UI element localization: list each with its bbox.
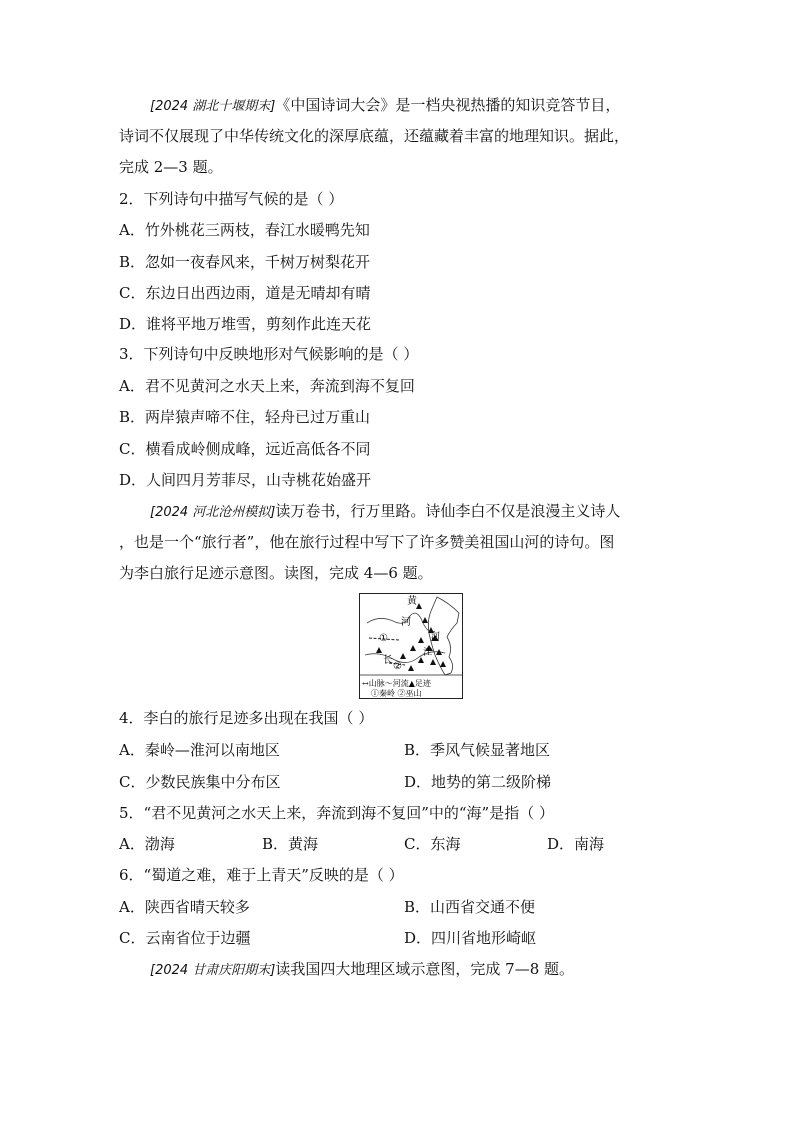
- q4-option-a: A．秦岭—淮河以南地区: [119, 741, 280, 759]
- map-label-he-2: 河: [431, 632, 441, 642]
- q5-option-c: C．东海: [404, 835, 461, 853]
- q6-option-a: A．陕西省晴天较多: [119, 898, 250, 916]
- q6-stem: 6．“蜀道之难，难于上青天”反映的是（ ）: [119, 866, 404, 884]
- q3-option-d: D．人间四月芳菲尽，山寺桃花始盛开: [119, 471, 372, 489]
- q4-option-c: C．少数民族集中分布区: [119, 773, 281, 791]
- group2-source: [2024 河北沧州模拟]: [150, 505, 276, 520]
- map-label-jiang: 江: [423, 648, 433, 658]
- q3-option-c: C．横看成岭侧成峰，远近高低各不同: [119, 440, 371, 458]
- group1-source: [2024 湖北十堰期末]: [150, 99, 276, 114]
- q5-option-b: B．黄海: [262, 835, 319, 853]
- q6-option-c: C．云南省位于边疆: [119, 929, 251, 947]
- map-marker-2: ②: [393, 661, 402, 672]
- map-legend-line1: ↔山脉～河流▲足迹: [362, 679, 431, 688]
- q3-stem: 3．下列诗句中反映地形对气候影响的是（ ）: [119, 345, 419, 363]
- q2-option-a: A．竹外桃花三两枝，春江水暖鸭先知: [119, 221, 370, 239]
- q4-stem: 4．李白的旅行足迹多出现在我国（ ）: [119, 709, 374, 727]
- group2-intro-line2: ，也是一个“旅行者”，他在旅行过程中写下了许多赞美祖国山河的诗句。图: [119, 533, 615, 551]
- q6-option-b: B．山西省交通不便: [404, 898, 536, 916]
- group2-text-1: 读万卷书，行万里路。诗仙李白不仅是浪漫主义诗人: [275, 502, 621, 520]
- map-marker-1: ①: [379, 633, 388, 644]
- group3-source: [2024 甘肃庆阳期末]: [150, 963, 276, 978]
- q4-option-d: D．地势的第二级阶梯: [404, 773, 552, 791]
- group1-intro-line3: 完成 2—3 题。: [119, 158, 223, 176]
- q2-option-d: D．谁将平地万堆雪，剪刻作此连天花: [119, 315, 372, 333]
- libai-travel-map: [359, 593, 463, 699]
- q6-option-d: D．四川省地形崎岖: [404, 929, 537, 947]
- group3-text-1: 读我国四大地理区域示意图，完成 7—8 题。: [275, 960, 574, 978]
- q2-option-b: B．忽如一夜春风来，千树万树梨花开: [119, 253, 371, 271]
- q4-option-b: B．季风气候显著地区: [404, 741, 551, 759]
- group1-intro-line1: [150, 95, 620, 117]
- map-label-chang: 长: [383, 655, 393, 666]
- q3-option-b: B．两岸猿声啼不住，轻舟已过万重山: [119, 408, 371, 426]
- group2-intro-line3: 为李白旅行足迹示意图。读图，完成 4—6 题。: [119, 564, 433, 582]
- group2-intro-line1: [150, 501, 620, 523]
- q5-stem: 5．“君不见黄河之水天上来，奔流到海不复回”中的“海”是指（ ）: [119, 804, 554, 822]
- q3-option-a: A．君不见黄河之水天上来，奔流到海不复回: [119, 377, 415, 395]
- map-legend-line2: ①秦岭 ②巫山: [371, 689, 422, 698]
- q2-stem: 2．下列诗句中描写气候的是（ ）: [119, 190, 344, 208]
- q2-option-c: C．东边日出西边雨，道是无晴却有晴: [119, 284, 371, 302]
- map-label-he-1: 河: [401, 617, 411, 628]
- q5-option-a: A．渤海: [119, 835, 175, 853]
- group1-intro-line2: 诗词不仅展现了中华传统文化的深厚底蕴，还蕴藏着丰富的地理知识。据此，: [119, 127, 630, 145]
- map-label-huang: 黄: [407, 596, 417, 607]
- q5-option-d: D．南海: [547, 835, 605, 853]
- group1-text-1: 《中国诗词大会》是一档央视热播的知识竞答节目，: [275, 96, 621, 114]
- group3-intro-line1: [150, 959, 574, 981]
